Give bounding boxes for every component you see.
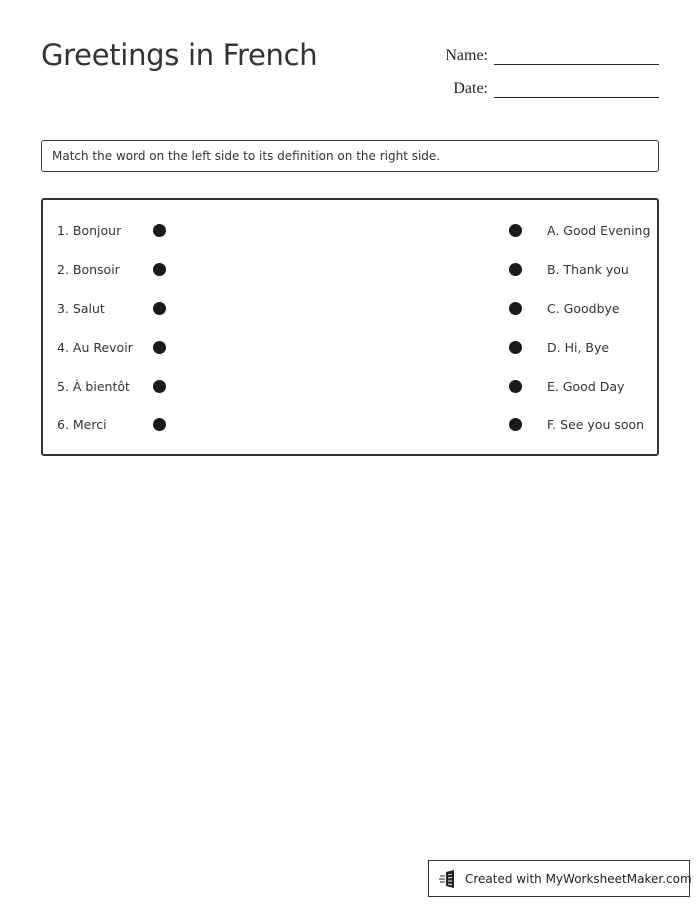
name-field xyxy=(440,44,659,65)
term-label: 4. Au Revoir xyxy=(57,340,133,355)
date-field xyxy=(440,77,659,98)
definition-label: B. Thank you xyxy=(547,262,629,277)
term-dot[interactable] xyxy=(153,341,166,354)
term-label: 2. Bonsoir xyxy=(57,262,120,277)
match-row xyxy=(43,338,657,358)
date-line[interactable] xyxy=(494,77,659,98)
term-label: 3. Salut xyxy=(57,301,105,316)
definition-label: A. Good Evening xyxy=(547,223,651,238)
term-dot[interactable] xyxy=(153,263,166,276)
name-line[interactable] xyxy=(494,44,659,65)
term-label: 5. À bientôt xyxy=(57,379,130,394)
footer-badge[interactable] xyxy=(428,860,690,897)
worksheet-title: Greetings in French xyxy=(41,38,318,72)
definition-label: E. Good Day xyxy=(547,379,625,394)
definition-dot[interactable] xyxy=(509,341,522,354)
match-row xyxy=(43,260,657,280)
term-dot[interactable] xyxy=(153,302,166,315)
matching-box xyxy=(41,198,659,456)
match-row xyxy=(43,415,657,435)
match-row xyxy=(43,377,657,397)
definition-dot[interactable] xyxy=(509,418,522,431)
instructions-box xyxy=(41,140,659,172)
name-label: Name: xyxy=(445,47,488,64)
definition-dot[interactable] xyxy=(509,263,522,276)
date-label: Date: xyxy=(453,80,488,97)
definition-dot[interactable] xyxy=(509,380,522,393)
definition-dot[interactable] xyxy=(509,224,522,237)
term-label: 6. Merci xyxy=(57,417,107,432)
term-dot[interactable] xyxy=(153,418,166,431)
term-dot[interactable] xyxy=(153,224,166,237)
match-row xyxy=(43,221,657,241)
instructions-text: Match the word on the left side to its definition on the right side. xyxy=(52,149,441,163)
definition-dot[interactable] xyxy=(509,302,522,315)
term-label: 1. Bonjour xyxy=(57,223,122,238)
footer-text: Created with MyWorksheetMaker.com xyxy=(465,871,692,886)
match-row xyxy=(43,299,657,319)
definition-label: D. Hi, Bye xyxy=(547,340,610,355)
definition-label: C. Goodbye xyxy=(547,301,620,316)
worksheet-maker-logo-icon xyxy=(439,869,459,889)
definition-label: F. See you soon xyxy=(547,417,645,432)
term-dot[interactable] xyxy=(153,380,166,393)
